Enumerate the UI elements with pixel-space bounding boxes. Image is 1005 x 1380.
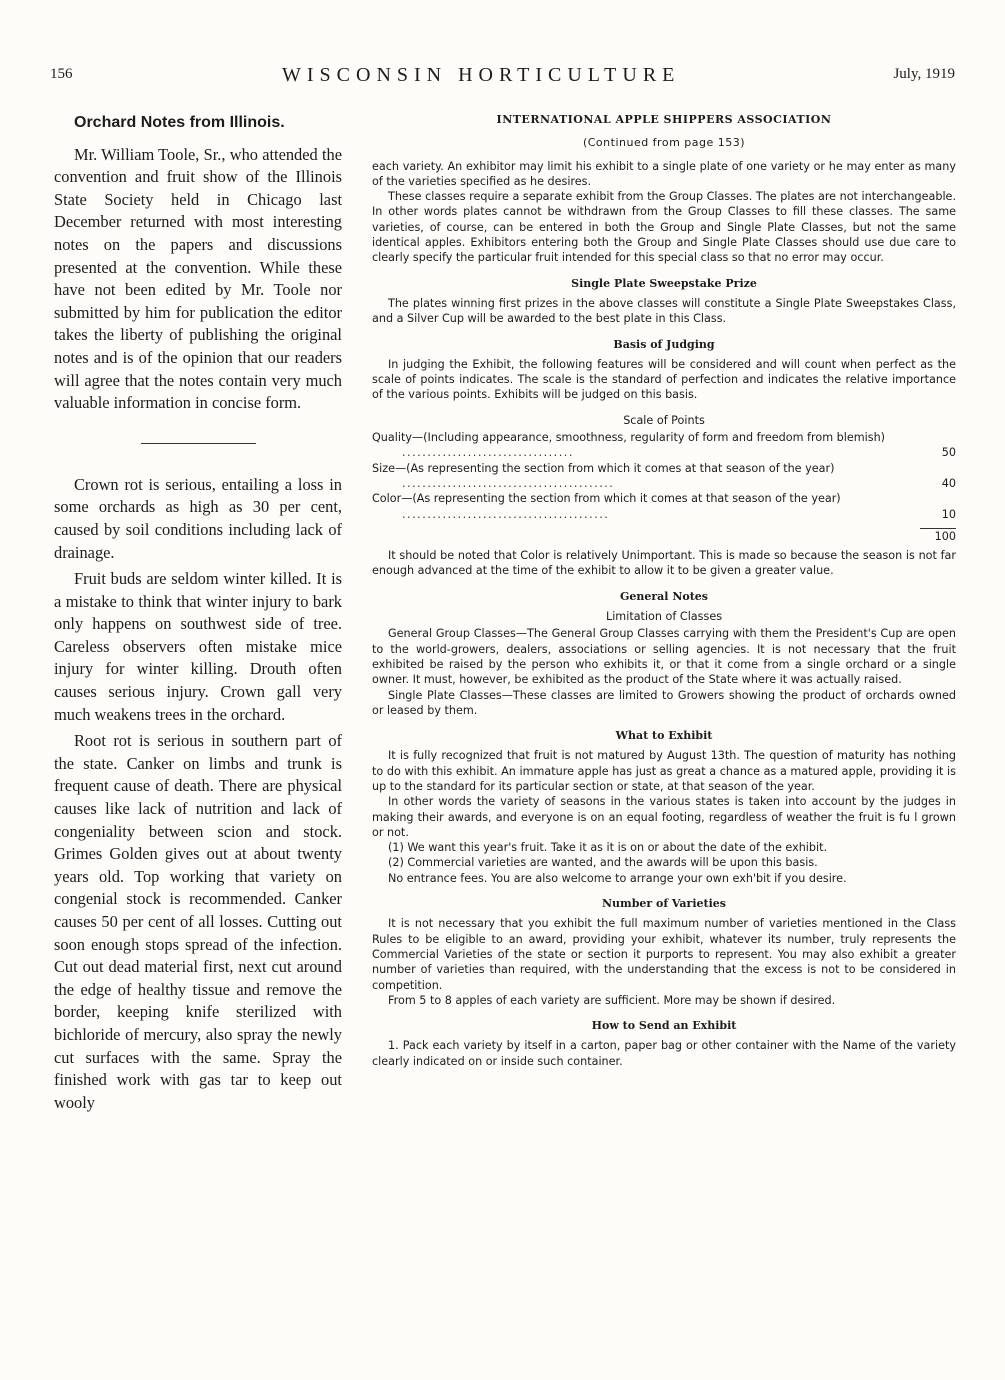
scale-points: 50	[941, 446, 956, 460]
varieties-paragraph: From 5 to 8 apples of each variety are sufficient. More may be shown if desired.	[388, 993, 836, 1007]
intro-paragraph: Mr. William Toole, Sr., who attended the convention and fruit show of the Illinois State Society held in Chicago last December returned with most interesting notes on the papers and discussions presented at the convention. While these have not been edited by Mr. Toole nor submitted by him for publication the editor takes the liberty of publishing the original notes and is of the opinion that our readers will agree that the notes contain very much valuable information in concise form.	[54, 144, 342, 413]
scale-criterion: Quality—(Including appearance, smoothness, regularity of form and freedom from blemish)	[372, 431, 886, 445]
scale-of-points-table	[372, 430, 956, 544]
what-paragraph: (2) Commercial varieties are wanted, and the awards will be upon this basis.	[388, 856, 818, 870]
crown-rot-paragraph: Crown rot is serious, entailing a loss in some orchards as high as 30 per cent, caused by soil conditions including lack of drainage.	[54, 474, 342, 562]
section-heading: Single Plate Sweepstake Prize	[571, 276, 757, 290]
intro-paragraph: These classes require a separate exhibit from the Group Classes. The plates are not interchangeable. In other words plates cannot be withdrawn from the Group Classes to fill these classes. The same varieties, of course, can be entered in both the Group and Single Plate Classes, but not the same identical apples. Exhibitors entering both the Group and Single Plate Classes should use due care to clearly specify the particular fruit intended for this special class so that no error may occur.	[372, 190, 956, 265]
article-title: Orchard Notes from Illinois.	[74, 114, 285, 131]
leader-dots: ..................................	[402, 446, 574, 460]
running-title: WISCONSIN HORTICULTURE	[282, 64, 681, 86]
continued-note: (Continued from page 153)	[582, 136, 746, 150]
scale-note: It should be noted that Color is relatively Unimportant. This is made so because the season is not far enough advanced at the time of the exhibit to allow it to be given a greater value.	[372, 549, 956, 578]
leader-dots: .........................................	[402, 507, 610, 521]
scale-points: 40	[941, 476, 956, 490]
judging-paragraph: In judging the Exhibit, the following features will be considered and will count when perfect as the scale of points indicates. The scale is the standard of perfection and indicates the relative importance of the various points. Exhibits will be judged on this basis.	[372, 357, 956, 402]
general-paragraph: General Group Classes—The General Group Classes carrying with them the President's Cup are open to the world-growers, dealers, associations or selling agencies. It is not necessary that the fruit exhibited be raised by the person who exhibits it, or that it come from a single orchard or a single owner. It must, however, be exhibited as the product of the State where it was actually raised.	[372, 627, 956, 687]
leader-dots: ..........................................	[402, 476, 615, 490]
sweepstake-paragraph: The plates winning first prizes in the above classes will constitute a Single Plate Sweepstakes Class, and a Silver Cup will be awarded to the best plate in this Class.	[372, 296, 956, 326]
varieties-paragraph: It is not necessary that you exhibit the full maximum number of varieties mentioned in the Class Rules to be eligible to an award, providing your exhibit, whatever its number, truly represents the Commercial Varieties of the state or section it purports to represent. You may also exhibit a greater number of varieties than required, with the understanding that the excess is not to be considered in competition.	[372, 917, 956, 992]
issue-date: July, 1919	[893, 66, 955, 82]
scale-total: 100	[934, 529, 956, 543]
intro-paragraph: each variety. An exhibitor may limit his exhibit to a single plate of one variety or he may enter as many of the varieties specified as he desires.	[372, 159, 956, 188]
scale-criterion: Size—(As representing the section from which it comes at that season of the year)	[372, 461, 835, 475]
scale-heading: Scale of Points	[623, 413, 705, 427]
section-heading: What to Exhibit	[615, 729, 713, 743]
general-paragraph: Single Plate Classes—These classes are limited to Growers showing the product of orchards owned or leased by them.	[372, 688, 956, 717]
scale-row	[372, 461, 956, 492]
section-heading: Basis of Judging	[613, 337, 715, 351]
what-paragraph: In other words the variety of seasons in the various states is taken into account by the judges in making their awards, and everyone is on an equal footing, regardless of weather the fruit is fu l grown or not.	[372, 795, 956, 839]
what-paragraph: It is fully recognized that fruit is not matured by August 13th. The question of maturity has nothing to do with this exhibit. An immature apple has just as great a chance as a matured apple, providing it is up to the standard for its particular section or state, at that season of the year.	[372, 749, 956, 793]
left-column	[54, 112, 342, 1114]
subsection-heading: Limitation of Classes	[605, 610, 723, 624]
section-heading: General Notes	[620, 589, 708, 603]
page-header	[50, 66, 955, 90]
section-divider	[141, 443, 256, 444]
association-heading: INTERNATIONAL APPLE SHIPPERS ASSOCIATION	[496, 113, 832, 126]
section-heading: Number of Varieties	[602, 897, 726, 911]
what-paragraph: No entrance fees. You are also welcome to arrange your own exh'bit if you desire.	[388, 871, 847, 885]
fruit-buds-paragraph: Fruit buds are seldom winter killed. It is a mistake to think that winter injury to bark only happens on southwest side of tree. Careless observers often mistake mice injury for winter killing. Drouth often causes serious injury. Crown gall very much weakens trees in the orchard.	[54, 569, 342, 724]
scale-row	[372, 430, 956, 461]
what-paragraph: (1) We want this year's fruit. Take it as it is on or about the date of the exhibit.	[388, 841, 828, 855]
section-heading: How to Send an Exhibit	[591, 1019, 737, 1033]
scale-points: 10	[941, 507, 956, 521]
root-rot-paragraph: Root rot is serious in southern part of the state. Canker on limbs and trunk is frequent cause of death. There are physical causes like lack of nutrition and lack of congeniality between scion and stock. Grimes Golden gives out at about twenty years old. Top working that variety on congenial stock is recommended. Canker causes 50 per cent of all losses. Cutting out soon enough stops spread of the infection. Cut out dead material first, next cut around the edge of healthy tissue and remove the border, keeping knife sterilized with bichloride of mercury, also spray the newly cut surfaces with the same. Spray the finished work with gas tar to keep out wooly	[54, 731, 342, 1112]
scale-row	[372, 491, 956, 522]
send-paragraph: 1. Pack each variety by itself in a carton, paper bag or other container with the Name of the variety clearly indicated on or inside such container.	[372, 1039, 956, 1068]
right-column	[372, 112, 956, 1069]
scale-criterion: Color—(As representing the section from which it comes at that season of the year)	[372, 492, 841, 506]
page-number: 156	[50, 66, 73, 82]
